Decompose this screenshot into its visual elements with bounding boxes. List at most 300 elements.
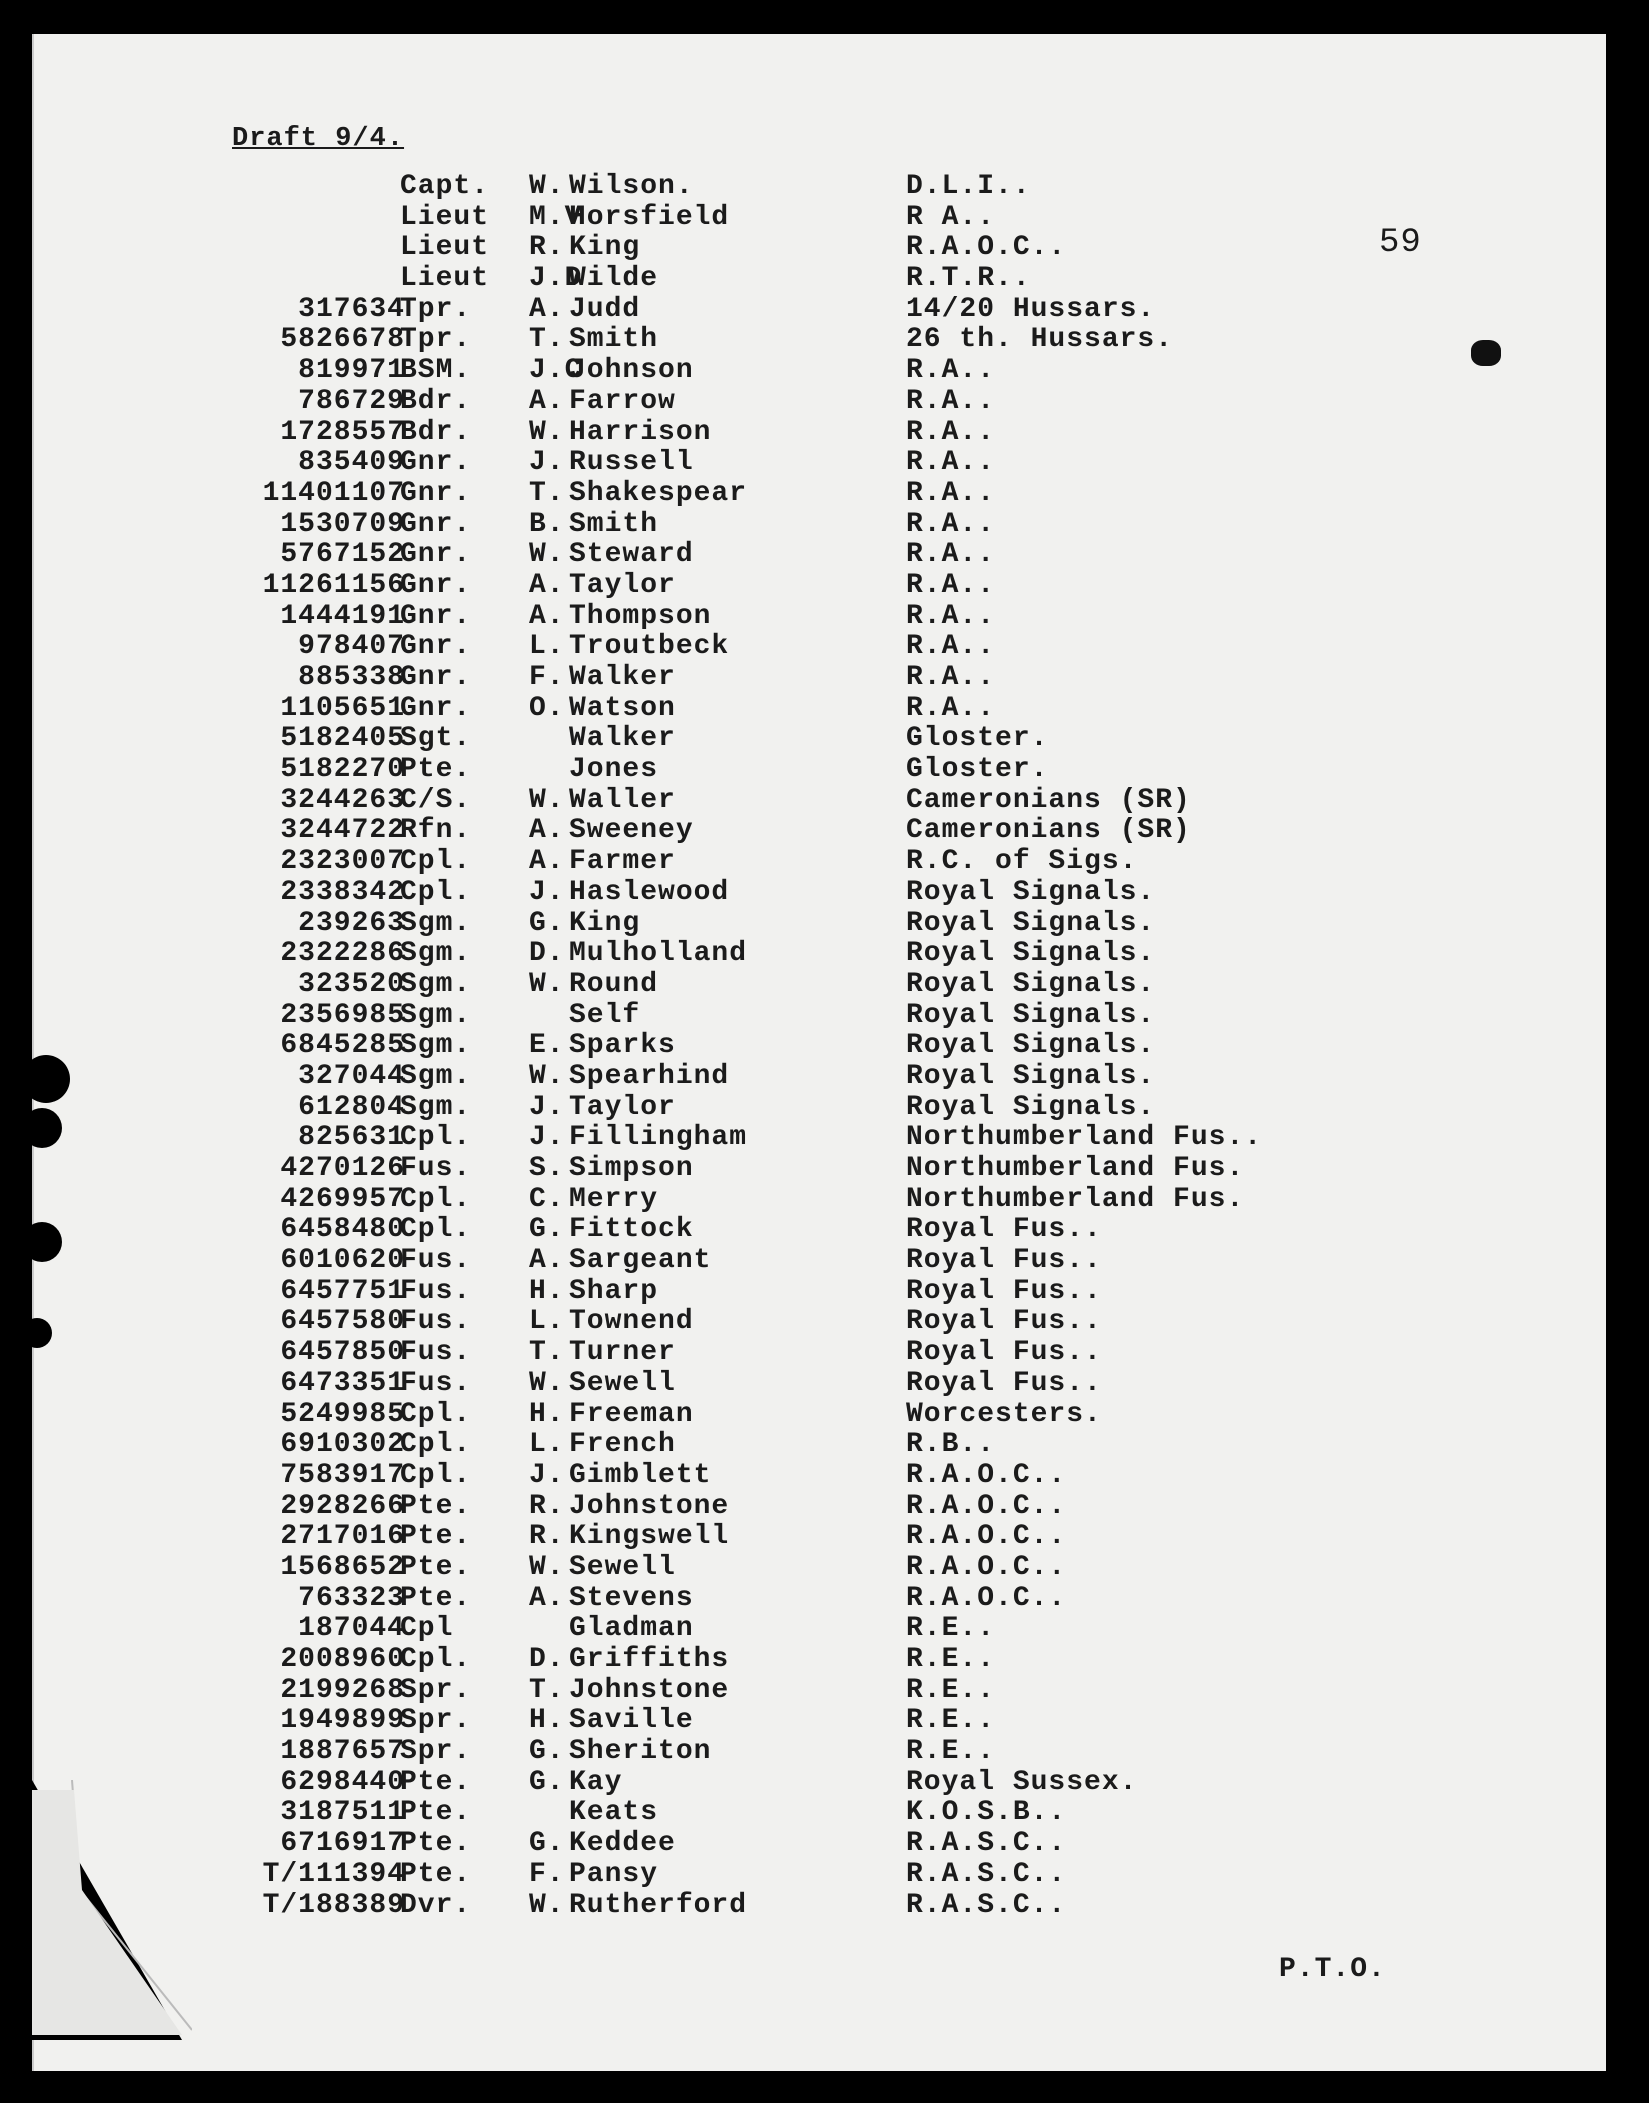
- initials: L.: [529, 1306, 565, 1338]
- list-item: [34, 325, 1606, 356]
- service-number: 825631: [298, 1122, 405, 1154]
- surname: Gladman: [569, 1613, 694, 1645]
- rank: Spr.: [400, 1736, 472, 1768]
- rank: Gnr.: [400, 631, 472, 663]
- initials: J.C: [529, 355, 583, 387]
- unit: Royal Fus..: [906, 1275, 1102, 1307]
- service-number: 1568652: [280, 1551, 405, 1583]
- unit: R.A.S.C..: [906, 1828, 1067, 1860]
- list-item: [34, 847, 1606, 878]
- unit: R.A..: [906, 600, 996, 632]
- unit: Royal Signals.: [906, 1091, 1156, 1123]
- unit: Royal Fus..: [906, 1245, 1102, 1277]
- document-title: Draft 9/4.: [232, 124, 405, 154]
- service-number: 323520: [298, 968, 405, 1000]
- unit: Royal Signals.: [906, 999, 1156, 1031]
- unit: K.O.S.B..: [906, 1797, 1067, 1829]
- rank: Sgm.: [400, 907, 472, 939]
- unit: R.A..: [906, 539, 996, 571]
- service-number: T/188389: [262, 1889, 405, 1921]
- list-item: [34, 1553, 1606, 1584]
- service-number: 763323: [298, 1582, 405, 1614]
- surname: Mulholland: [569, 938, 748, 970]
- ink-smudge: [1471, 340, 1501, 366]
- service-number: 2717016: [280, 1521, 405, 1553]
- rank: Cpl.: [400, 1398, 472, 1430]
- surname: Haslewood: [569, 876, 730, 908]
- unit: Royal Fus..: [906, 1367, 1102, 1399]
- surname: Sewell: [569, 1367, 676, 1399]
- service-number: 1728557: [280, 416, 405, 448]
- list-item: [34, 479, 1606, 510]
- initials: O.: [529, 692, 565, 724]
- initials: W.: [529, 1367, 565, 1399]
- unit: R.A.O.C..: [906, 1521, 1067, 1553]
- rank: C/S.: [400, 784, 472, 816]
- initials: W.: [529, 1551, 565, 1583]
- service-number: 4269957: [280, 1183, 405, 1215]
- surname: King: [569, 907, 641, 939]
- rank: Sgm.: [400, 1060, 472, 1092]
- list-item: [34, 602, 1606, 633]
- service-number: 1530709: [280, 508, 405, 540]
- service-number: 885338: [298, 662, 405, 693]
- surname: Pansy: [569, 1858, 659, 1890]
- list-item: [34, 540, 1606, 571]
- initials: W.: [529, 968, 565, 1000]
- rank: Spr.: [400, 1705, 472, 1737]
- initials: G.: [529, 1766, 565, 1798]
- service-number: 3187511: [280, 1797, 405, 1829]
- list-item: [34, 1768, 1606, 1799]
- rank: Gnr.: [400, 662, 472, 693]
- initials: W.: [529, 539, 565, 571]
- list-item: [34, 1400, 1606, 1431]
- rank: Fus.: [400, 1275, 472, 1307]
- surname: Farrow: [569, 385, 676, 417]
- rank: Pte.: [400, 1490, 472, 1522]
- rank: Lieut: [400, 232, 490, 264]
- initials: J.: [529, 1122, 565, 1154]
- unit: R.A..: [906, 662, 996, 693]
- surname: Smith: [569, 508, 659, 540]
- rank: Dvr.: [400, 1889, 472, 1921]
- surname: Fittock: [569, 1214, 694, 1246]
- list-item: [34, 632, 1606, 663]
- unit: Royal Signals.: [906, 907, 1156, 939]
- rank: BSM.: [400, 355, 472, 387]
- list-item: [34, 1062, 1606, 1093]
- initials: R.: [529, 1521, 565, 1553]
- surname: Round: [569, 968, 659, 1000]
- initials: A.: [529, 569, 565, 601]
- service-number: 2356985: [280, 999, 405, 1031]
- unit: Royal Sussex.: [906, 1766, 1138, 1798]
- list-item: [34, 1246, 1606, 1277]
- service-number: 6457751: [280, 1275, 405, 1307]
- unit: Royal Signals.: [906, 938, 1156, 970]
- unit: R A..: [906, 201, 996, 233]
- list-item: [34, 203, 1606, 234]
- surname: French: [569, 1429, 676, 1461]
- service-number: 5249985: [280, 1398, 405, 1430]
- punch-hole: [22, 1222, 62, 1262]
- unit: Worcesters.: [906, 1398, 1102, 1430]
- list-item: [34, 816, 1606, 847]
- initials: G.: [529, 1736, 565, 1768]
- unit: R.E..: [906, 1736, 996, 1768]
- initials: T.: [529, 1674, 565, 1706]
- rank: Sgm.: [400, 1030, 472, 1062]
- surname: Walker: [569, 662, 676, 693]
- surname: Taylor: [569, 569, 676, 601]
- list-item: [34, 1492, 1606, 1523]
- initials: R.: [529, 1490, 565, 1522]
- list-item: [34, 1001, 1606, 1032]
- initials: C.: [529, 1183, 565, 1215]
- surname: Griffiths: [569, 1644, 730, 1675]
- list-item: [34, 1645, 1606, 1676]
- list-item: [34, 1215, 1606, 1246]
- unit: R.A.O.C..: [906, 1582, 1067, 1614]
- initials: H.: [529, 1275, 565, 1307]
- service-number: 6298440: [280, 1766, 405, 1798]
- rank: Lieut: [400, 201, 490, 233]
- initials: G.: [529, 1828, 565, 1860]
- initials: R.: [529, 232, 565, 264]
- unit: R.A..: [906, 447, 996, 479]
- unit: R.E..: [906, 1613, 996, 1645]
- surname: Walker: [569, 723, 676, 755]
- service-number: 2338342: [280, 876, 405, 908]
- rank: Cpl.: [400, 876, 472, 908]
- unit: R.A..: [906, 692, 996, 724]
- rank: Cpl.: [400, 1214, 472, 1246]
- rank: Capt.: [400, 171, 490, 202]
- list-item: [34, 1891, 1606, 1922]
- surname: King: [569, 232, 641, 264]
- service-number: 819971: [298, 355, 405, 387]
- initials: D.: [529, 938, 565, 970]
- unit: R.A..: [906, 355, 996, 387]
- surname: Judd: [569, 293, 641, 325]
- service-number: 835409: [298, 447, 405, 479]
- rank: Fus.: [400, 1306, 472, 1338]
- list-item: [34, 1338, 1606, 1369]
- surname: Rutherford: [569, 1889, 748, 1921]
- punch-hole: [22, 1318, 52, 1348]
- list-item: [34, 387, 1606, 418]
- initials: G.: [529, 1214, 565, 1246]
- surname: Smith: [569, 324, 659, 356]
- initials: A.: [529, 600, 565, 632]
- surname: Shakespear: [569, 477, 748, 509]
- list-item: [34, 970, 1606, 1001]
- service-number: 317634: [298, 293, 405, 325]
- unit: R.A.S.C..: [906, 1858, 1067, 1890]
- list-item: [34, 1798, 1606, 1829]
- initials: D.: [529, 1644, 565, 1675]
- surname: Troutbeck: [569, 631, 730, 663]
- list-item: [34, 878, 1606, 909]
- rank: Pte.: [400, 1797, 472, 1829]
- rank: Bdr.: [400, 385, 472, 417]
- rank: Fus.: [400, 1337, 472, 1369]
- service-number: 4270126: [280, 1153, 405, 1184]
- rank: Gnr.: [400, 539, 472, 571]
- service-number: 6716917: [280, 1828, 405, 1860]
- rank: Cpl.: [400, 1459, 472, 1491]
- list-item: [34, 1676, 1606, 1707]
- service-number: 1887657: [280, 1736, 405, 1768]
- punch-hole: [22, 1055, 70, 1103]
- rank: Sgt.: [400, 723, 472, 755]
- initials: T.: [529, 324, 565, 356]
- service-number: 6458480: [280, 1214, 405, 1246]
- service-number: T/111394: [262, 1858, 405, 1890]
- rank: Gnr.: [400, 692, 472, 724]
- list-item: [34, 448, 1606, 479]
- initials: W.: [529, 1060, 565, 1092]
- service-number: 5826678: [280, 324, 405, 356]
- unit: R.A..: [906, 477, 996, 509]
- unit: R.A..: [906, 416, 996, 448]
- initials: L.: [529, 1429, 565, 1461]
- service-number: 786729: [298, 385, 405, 417]
- unit: R.A..: [906, 631, 996, 663]
- initials: A.: [529, 385, 565, 417]
- initials: W.: [529, 416, 565, 448]
- surname: Sewell: [569, 1551, 676, 1583]
- rank: Lieut: [400, 263, 490, 295]
- initials: L.: [529, 631, 565, 663]
- personnel-list: [34, 172, 1606, 1921]
- rank: Pte.: [400, 1551, 472, 1583]
- unit: R.A..: [906, 569, 996, 601]
- service-number: 1105651: [280, 692, 405, 724]
- rank: Cpl.: [400, 1183, 472, 1215]
- list-item: [34, 1584, 1606, 1615]
- rank: Sgm.: [400, 1091, 472, 1123]
- initials: A.: [529, 293, 565, 325]
- service-number: 2322286: [280, 938, 405, 970]
- service-number: 187044: [298, 1613, 405, 1645]
- surname: Kay: [569, 1766, 623, 1798]
- list-item: [34, 663, 1606, 694]
- initials: A.: [529, 815, 565, 847]
- service-number: 612804: [298, 1091, 405, 1123]
- surname: Keddee: [569, 1828, 676, 1860]
- service-number: 7583917: [280, 1459, 405, 1491]
- list-item: [34, 1093, 1606, 1124]
- unit: Northumberland Fus..: [906, 1122, 1263, 1154]
- rank: Tpr.: [400, 293, 472, 325]
- surname: Freeman: [569, 1398, 694, 1430]
- unit: D.L.I..: [906, 171, 1031, 202]
- list-item: [34, 172, 1606, 203]
- page-number: 59: [1379, 224, 1422, 262]
- service-number: 3244263: [280, 784, 405, 816]
- service-number: 2008960: [280, 1644, 405, 1675]
- rank: Cpl: [400, 1613, 454, 1645]
- surname: Fillingham: [569, 1122, 748, 1154]
- list-item: [34, 1522, 1606, 1553]
- rank: Gnr.: [400, 600, 472, 632]
- list-item: [34, 1185, 1606, 1216]
- list-item: [34, 1614, 1606, 1645]
- initials: J.: [529, 447, 565, 479]
- service-number: 11261156: [262, 569, 405, 601]
- initials: W.: [529, 171, 565, 202]
- service-number: 239263: [298, 907, 405, 939]
- rank: Rfn.: [400, 815, 472, 847]
- rank: Pte.: [400, 1582, 472, 1614]
- list-item: [34, 1307, 1606, 1338]
- list-item: [34, 1430, 1606, 1461]
- surname: Turner: [569, 1337, 676, 1369]
- service-number: 1444191: [280, 600, 405, 632]
- surname: Spearhind: [569, 1060, 730, 1092]
- surname: Taylor: [569, 1091, 676, 1123]
- rank: Cpl.: [400, 1429, 472, 1461]
- surname: Wilde: [569, 263, 659, 295]
- unit: Royal Signals.: [906, 968, 1156, 1000]
- list-item: [34, 510, 1606, 541]
- unit: R.A.O.C..: [906, 232, 1067, 264]
- rank: Gnr.: [400, 508, 472, 540]
- unit: R.E..: [906, 1705, 996, 1737]
- list-item: [34, 356, 1606, 387]
- service-number: 5182270: [280, 754, 405, 786]
- punch-hole: [22, 1108, 62, 1148]
- initials: F.: [529, 662, 565, 693]
- service-number: 3244722: [280, 815, 405, 847]
- rank: Cpl.: [400, 846, 472, 878]
- service-number: 6010620: [280, 1245, 405, 1277]
- service-number: 327044: [298, 1060, 405, 1092]
- folded-corner: [32, 1780, 192, 2040]
- rank: Sgm.: [400, 938, 472, 970]
- initials: J.: [529, 1459, 565, 1491]
- list-item: [34, 909, 1606, 940]
- rank: Cpl.: [400, 1122, 472, 1154]
- rank: Pte.: [400, 1858, 472, 1890]
- initials: M.V: [529, 201, 583, 233]
- list-item: [34, 1461, 1606, 1492]
- unit: Royal Signals.: [906, 876, 1156, 908]
- surname: Simpson: [569, 1153, 694, 1184]
- surname: Sargeant: [569, 1245, 712, 1277]
- surname: Johnstone: [569, 1674, 730, 1706]
- service-number: 6473351: [280, 1367, 405, 1399]
- list-item: [34, 786, 1606, 817]
- unit: Gloster.: [906, 754, 1049, 786]
- service-number: 2199268: [280, 1674, 405, 1706]
- initials: W.: [529, 784, 565, 816]
- service-number: 6457580: [280, 1306, 405, 1338]
- rank: Fus.: [400, 1367, 472, 1399]
- unit: Royal Signals.: [906, 1060, 1156, 1092]
- surname: Horsfield: [569, 201, 730, 233]
- initials: G.: [529, 907, 565, 939]
- list-item: [34, 264, 1606, 295]
- surname: Keats: [569, 1797, 659, 1829]
- unit: Royal Fus..: [906, 1214, 1102, 1246]
- service-number: 978407: [298, 631, 405, 663]
- unit: R.B..: [906, 1429, 996, 1461]
- service-number: 2323007: [280, 846, 405, 878]
- service-number: 5182405: [280, 723, 405, 755]
- initials: A.: [529, 1582, 565, 1614]
- list-item: [34, 755, 1606, 786]
- service-number: 6845285: [280, 1030, 405, 1062]
- service-number: 11401107: [262, 477, 405, 509]
- surname: Farmer: [569, 846, 676, 878]
- surname: Sharp: [569, 1275, 659, 1307]
- list-item: [34, 1277, 1606, 1308]
- initials: H.: [529, 1398, 565, 1430]
- pto-note: P.T.O.: [1279, 1954, 1386, 1985]
- unit: Northumberland Fus.: [906, 1183, 1245, 1215]
- surname: Sheriton: [569, 1736, 712, 1768]
- unit: R.A..: [906, 508, 996, 540]
- list-item: [34, 1829, 1606, 1860]
- rank: Gnr.: [400, 477, 472, 509]
- unit: Royal Fus..: [906, 1337, 1102, 1369]
- rank: Sgm.: [400, 999, 472, 1031]
- rank: Sgm.: [400, 968, 472, 1000]
- list-item: [34, 1031, 1606, 1062]
- list-item: [34, 571, 1606, 602]
- rank: Pte.: [400, 1766, 472, 1798]
- surname: Watson: [569, 692, 676, 724]
- rank: Tpr.: [400, 324, 472, 356]
- initials: S.: [529, 1153, 565, 1184]
- initials: E.: [529, 1030, 565, 1062]
- surname: Thompson: [569, 600, 712, 632]
- initials: A.: [529, 846, 565, 878]
- surname: Waller: [569, 784, 676, 816]
- document-page: [32, 34, 1606, 2071]
- rank: Bdr.: [400, 416, 472, 448]
- service-number: 1949899: [280, 1705, 405, 1737]
- initials: F.: [529, 1858, 565, 1890]
- surname: Wilson.: [569, 171, 694, 202]
- unit: Northumberland Fus.: [906, 1153, 1245, 1184]
- rank: Pte.: [400, 1828, 472, 1860]
- list-item: [34, 724, 1606, 755]
- surname: Harrison: [569, 416, 712, 448]
- surname: Russell: [569, 447, 694, 479]
- surname: Stevens: [569, 1582, 694, 1614]
- rank: Pte.: [400, 754, 472, 786]
- list-item: [34, 233, 1606, 264]
- list-item: [34, 1860, 1606, 1891]
- list-item: [34, 295, 1606, 326]
- unit: R.E..: [906, 1674, 996, 1706]
- surname: Sweeney: [569, 815, 694, 847]
- surname: Jones: [569, 754, 659, 786]
- unit: R.E..: [906, 1644, 996, 1675]
- unit: Royal Fus..: [906, 1306, 1102, 1338]
- rank: Spr.: [400, 1674, 472, 1706]
- unit: R.C. of Sigs.: [906, 846, 1138, 878]
- initials: H.: [529, 1705, 565, 1737]
- unit: R.T.R..: [906, 263, 1031, 295]
- list-item: [34, 1369, 1606, 1400]
- unit: 14/20 Hussars.: [906, 293, 1156, 325]
- surname: Steward: [569, 539, 694, 571]
